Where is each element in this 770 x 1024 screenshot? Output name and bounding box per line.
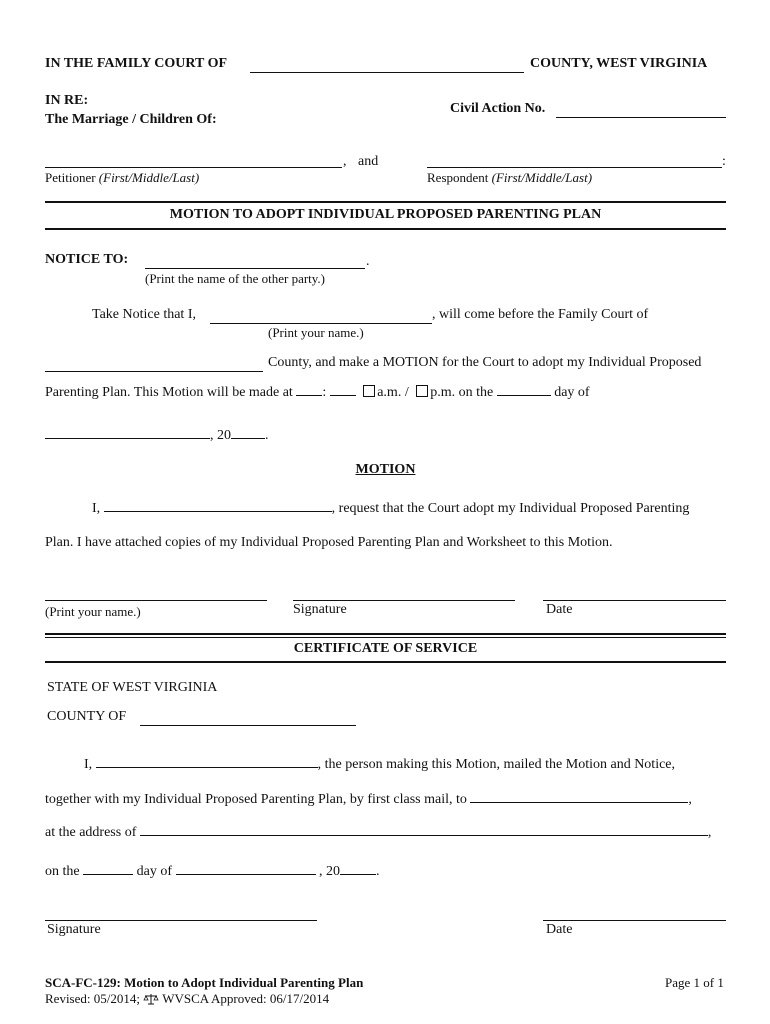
- state-text: STATE OF WEST VIRGINIA: [47, 680, 218, 695]
- scales-of-justice-icon: [143, 993, 159, 1009]
- petitioner-field[interactable]: [45, 153, 342, 168]
- in-re-label: IN RE:: [45, 93, 89, 108]
- county-of-text: COUNTY OF: [47, 709, 127, 724]
- certificate-top-rule: [45, 633, 726, 635]
- certificate-county-field[interactable]: [140, 711, 356, 726]
- civil-action-label: Civil Action No.: [450, 101, 546, 116]
- day-field[interactable]: [497, 383, 551, 396]
- motion-signature-field[interactable]: [293, 586, 515, 601]
- motion-date-caption: Date: [546, 602, 573, 617]
- footer-form-id: SCA-FC-129: Motion to Adopt Individual Parenting Plan: [45, 975, 364, 990]
- notice-period: .: [366, 254, 370, 269]
- respondent-colon: :: [722, 154, 726, 169]
- motion-print-name-caption: (Print your name.): [45, 604, 141, 619]
- motion-attached-text: Plan. I have attached copies of my Individual Proposed Parenting Plan and Worksheet to this Motion.: [45, 535, 613, 550]
- mailed-to-field[interactable]: [470, 790, 688, 803]
- take-notice-name-field[interactable]: [210, 309, 432, 324]
- marriage-label: The Marriage / Children Of:: [45, 112, 217, 127]
- certificate-year-field[interactable]: [340, 862, 376, 875]
- am-checkbox[interactable]: [363, 385, 375, 397]
- footer-page-number: Page 1 of 1: [665, 975, 724, 990]
- certificate-bottom-rule: [45, 661, 726, 663]
- petitioner-caption: Petitioner (First/Middle/Last): [45, 170, 200, 185]
- motion-date-field[interactable]: [543, 586, 726, 601]
- title-bottom-rule: [45, 228, 726, 230]
- civil-action-field[interactable]: [556, 103, 726, 118]
- title-top-rule: [45, 201, 726, 203]
- respondent-caption: Respondent (First/Middle/Last): [427, 170, 593, 185]
- motion-county-field[interactable]: [45, 357, 263, 372]
- notice-to-field[interactable]: [145, 254, 365, 269]
- certificate-address-line: at the address of ,: [45, 825, 712, 840]
- respondent-field[interactable]: [427, 153, 722, 168]
- court-suffix: COUNTY, WEST VIRGINIA: [530, 56, 708, 71]
- certificate-top-rule-thin: [45, 637, 726, 638]
- certificate-mailed-to-line: together with my Individual Proposed Parenting Plan, by first class mail, to ,: [45, 792, 692, 807]
- notice-to-hint: (Print the name of the other party.): [145, 271, 326, 286]
- petitioner-comma: ,: [343, 154, 347, 169]
- take-notice-text: Take Notice that I,: [92, 307, 196, 322]
- year-field[interactable]: [231, 426, 265, 439]
- certificate-mailed-line: I, , the person making this Motion, mailed the Motion and Notice,: [84, 757, 676, 772]
- pm-checkbox[interactable]: [416, 385, 428, 397]
- print-name-hint: (Print your name.): [268, 325, 364, 340]
- certificate-month-field[interactable]: [176, 862, 316, 875]
- hour-field[interactable]: [296, 383, 322, 396]
- minute-field[interactable]: [330, 383, 356, 396]
- certificate-signature-caption: Signature: [47, 922, 101, 937]
- month-year-line: , 20 .: [45, 426, 269, 444]
- motion-heading: MOTION: [355, 462, 416, 477]
- certificate-day-field[interactable]: [83, 862, 133, 875]
- certificate-date-caption: Date: [546, 922, 573, 937]
- court-county-field[interactable]: [250, 58, 524, 73]
- month-field[interactable]: [45, 426, 210, 439]
- come-before-text: , will come before the Family Court of: [432, 307, 649, 322]
- certificate-name-field[interactable]: [96, 755, 318, 768]
- motion-request-line: I, , request that the Court adopt my Individual Proposed Parenting: [92, 501, 690, 516]
- notice-to-label: NOTICE TO:: [45, 252, 129, 267]
- document-title: MOTION TO ADOPT INDIVIDUAL PROPOSED PARENTING PLAN: [169, 207, 602, 222]
- motion-print-name-field[interactable]: [45, 586, 267, 601]
- certificate-date-line: on the day of , 20 .: [45, 864, 380, 879]
- address-field[interactable]: [140, 823, 708, 836]
- motion-name-field[interactable]: [104, 499, 332, 512]
- and-label: and: [358, 154, 379, 169]
- certificate-date-field[interactable]: [543, 906, 726, 921]
- county-motion-text: County, and make a MOTION for the Court to adopt my Individual Proposed: [268, 355, 702, 370]
- motion-signature-caption: Signature: [293, 602, 347, 617]
- certificate-signature-field[interactable]: [45, 906, 317, 921]
- certificate-heading: CERTIFICATE OF SERVICE: [293, 641, 478, 656]
- footer-revised: Revised: 05/2014; WVSCA Approved: 06/17/2014: [45, 991, 329, 1009]
- made-at-line: Parenting Plan. This Motion will be made at : a.m. / p.m. on the day of: [45, 385, 590, 400]
- court-prefix: IN THE FAMILY COURT OF: [45, 56, 228, 71]
